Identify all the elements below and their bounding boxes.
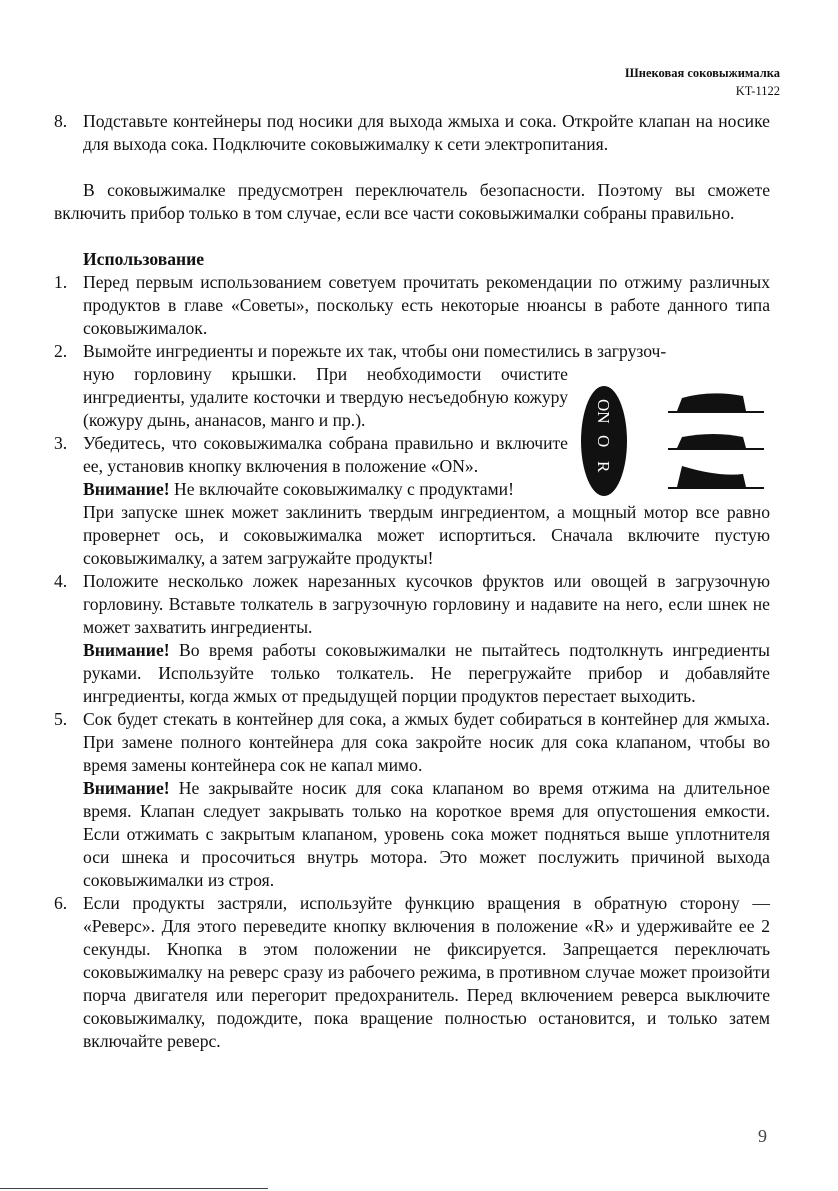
page-header [625,64,780,100]
model-number: KT-1122 [735,84,780,98]
warning [83,639,770,708]
warning-text: Во время работы соковыжималки не пытайтесь подтолкнуть ингредиенты руками. Используйте только толкатель. Не перегружайте прибор и добавляйте ингредиенты, когда жмых от предыдущей порции продуктов перестает выходить. [83,640,770,706]
step-text: Подставьте контейнеры под носики для выхода жмыха и сока. Откройте клапан на носике для выхода сока. Подключите соковыжималку к сети электропитания. [83,111,770,154]
page-number: 9 [758,1126,767,1146]
warning-label: Внимание! [83,479,170,499]
warning-label: Внимание! [83,640,170,660]
step-number: 1. [54,272,68,292]
step-number: 3. [54,433,68,453]
page-body [54,110,770,1053]
switch-position-on-icon [668,393,764,412]
warning [83,777,770,892]
step-text-continued: ную горловину крышки. При необходимости очистите ингредиенты, удалите косточки и твердую несъедобную кожуру (кожуру дынь, ананасов, манго и пр.). [83,364,568,430]
usage-step-6 [54,892,770,1053]
warning-text: Не включайте соковыжималку с продуктами! [174,479,514,499]
step-text: Перед первым использованием советуем прочитать рекомендации по отжиму различных продуктов в главе «Советы», поскольку есть некоторые нюансы в работе данного типа соковыжималок. [83,272,770,338]
switch-label-reverse: R [594,461,613,473]
step-number: 8. [54,111,68,131]
switch-label-on: ON [594,399,613,424]
step-number: 2. [54,341,68,361]
step-extra-text: При запуске шнек может заклинить твердым ингредиентом, а мощный мотор все равно провернет ось, и соковыжималка может испортиться. Сначала включите пустую соковыжималку, а затем загружайте продукты! [83,502,770,568]
step-text: Сок будет стекать в контейнер для сока, а жмых будет собираться в контейнер для жмыха. При замене полного контейнера для сока закройте носик для сока клапаном, чтобы во время замены контейнера сок не капал мимо. [83,709,770,775]
usage-step-5 [54,708,770,892]
step-text: Убедитесь, что соковыжималка собрана правильно и включите ее, установив кнопку включения в положение «ON». [83,433,568,476]
switch-diagram [578,383,768,499]
usage-step-4 [54,570,770,708]
switch-position-reverse-icon [668,466,764,488]
step-text: Если продукты застряли, используйте функцию вращения в обратную сторону — «Реверс». Для этого переведите кнопку включения в положение «R» и удерживайте ее 2 секунды. Кнопка в этом положении не фиксируется. Запрещается переключать соковыжималку на реверс сразу из рабочего режима, в противном случае может произойти порча двигателя или перегорит предохранитель. Перед включением реверса выключите соковыжималку, подождите, пока вращение полностью остановится, и только затем включайте реверс. [83,893,770,1051]
safety-note: В соковыжималке предусмотрен переключатель безопасности. Поэтому вы сможете включить прибор только в том случае, если все части соковыжималки собраны правильно. [54,180,770,223]
switch-position-off-icon [668,434,764,449]
step-number: 6. [54,893,68,913]
warning-text: Не закрывайте носик для сока клапаном во время отжима на длительное время. Клапан следует закрывать только на короткое время для опустошения емкости. Если отжимать с закрытым клапаном, уровень сока может подняться выше уплотнителя оси шнека и просочиться внутрь мотора. Это может послужить причиной выхода соковыжималки из строя. [83,778,770,890]
section-title-usage: Использование [83,249,205,269]
step-8 [54,110,770,156]
switch-position-figure [578,383,768,499]
step-text: Вымойте ингредиенты и порежьте их так, чтобы они поместились в загрузоч- [83,341,667,361]
switch-label-off: O [594,435,613,448]
step-number: 4. [54,571,68,591]
step-number: 5. [54,709,68,729]
footer-rule [0,1188,268,1189]
step-text: Положите несколько ложек нарезанных кусочков фруктов или овощей в загрузочную горловину. Вставьте толкатель в загрузочную горловину и надавите на него, если шнек не может захватить ингредиенты. [83,571,770,637]
usage-step-1 [54,271,770,340]
document-title: Шнековая соковыжималка [625,66,780,80]
warning-label: Внимание! [83,778,170,798]
